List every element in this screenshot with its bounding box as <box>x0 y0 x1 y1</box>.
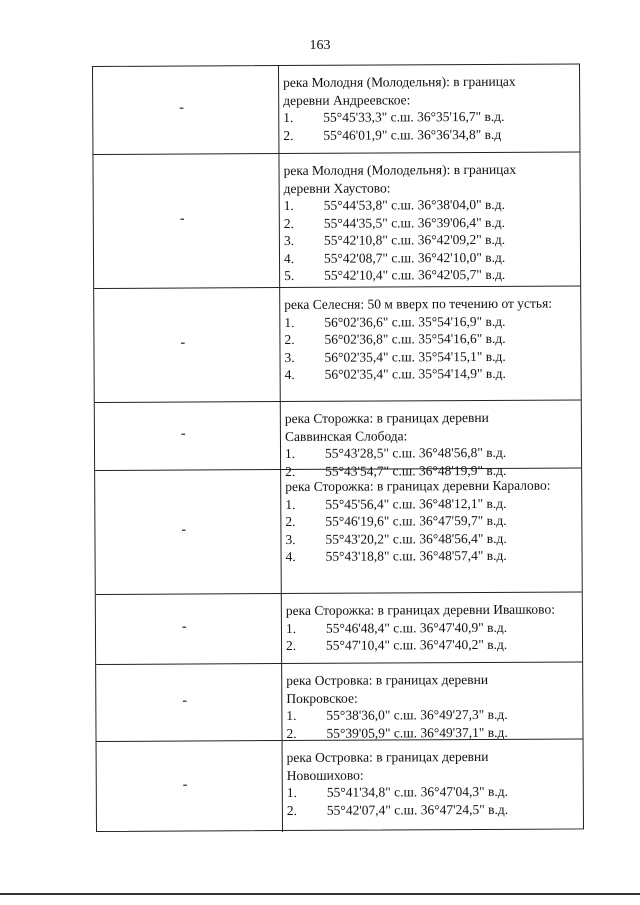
coordinate-point <box>285 494 581 513</box>
point-number: 1. <box>283 109 294 125</box>
point-number: 1. <box>285 620 297 636</box>
point-number: 1. <box>286 784 297 800</box>
coordinate-point <box>284 347 580 366</box>
point-number: 1. <box>285 496 296 512</box>
point-coordinates: 56°02'36,8" с.ш. 35°54'16,6" в.д. <box>324 330 506 347</box>
dash-marker: - <box>180 335 186 351</box>
point-coordinates: 55°41'34,8" с.ш. 36°47'04,3" в.д. <box>326 783 509 800</box>
point-number: 2. <box>286 802 298 818</box>
point-coordinates: 55°43'28,5" с.ш. 36°48'56,8" в.д. <box>324 444 507 461</box>
point-number: 4. <box>284 366 295 382</box>
description-cell <box>283 739 583 832</box>
description-cell <box>282 662 582 740</box>
point-number: 2. <box>285 637 297 653</box>
coordinate-point <box>287 782 583 801</box>
point-number: 2. <box>284 331 295 347</box>
table-row <box>93 151 580 288</box>
point-coordinates: 55°46'01,9" с.ш. 36°36'34,8" в.д <box>323 126 502 143</box>
coordinate-point <box>284 195 580 214</box>
coordinate-point <box>286 635 582 654</box>
point-coordinates: 55°43'18,8" с.ш. 36°48'57,4" в.д. <box>325 547 507 564</box>
coordinate-point <box>283 125 579 144</box>
table-row <box>96 661 582 741</box>
coordinate-point <box>284 248 580 267</box>
description-cell <box>279 152 580 287</box>
point-number: 1. <box>284 314 295 330</box>
dash-marker: - <box>180 426 186 442</box>
point-number: 4. <box>283 250 295 266</box>
point-coordinates: 55°45'33,3" с.ш. 36°35'16,7" в.д. <box>323 108 505 125</box>
point-coordinates: 55°42'10,8" с.ш. 36°42'09,2" в.д. <box>323 231 506 248</box>
coordinates-table <box>92 63 584 832</box>
coordinate-point <box>285 364 581 383</box>
page-number: 163 <box>309 38 331 53</box>
scan-edge-line <box>0 893 640 895</box>
river-description: река Селесня: 50 м вверх по течению от устья: <box>284 295 553 312</box>
empty-cell <box>96 594 282 664</box>
dash-marker: - <box>181 522 187 538</box>
point-coordinates: 56°02'35,4" с.ш. 35°54'15,1" в.д. <box>324 348 506 365</box>
table-row <box>96 591 582 664</box>
coordinate-point <box>283 107 579 126</box>
coordinate-point <box>284 329 580 348</box>
table-row <box>97 738 583 833</box>
coordinate-point <box>284 312 580 331</box>
table-row <box>94 285 581 402</box>
point-coordinates: 55°44'35,5" с.ш. 36°39'06,4" в.д. <box>323 214 506 231</box>
point-coordinates: 55°39'05,9" с.ш. 36°49'37,1" в.д. <box>326 724 508 741</box>
table-row <box>95 467 582 594</box>
coordinate-point <box>285 443 581 462</box>
point-number: 2. <box>283 127 294 143</box>
description-cell <box>282 592 582 663</box>
point-number: 1. <box>286 707 297 723</box>
description-cell <box>281 468 582 593</box>
river-description: река Островка: в границах деревни Покровское: <box>286 671 489 706</box>
empty-cell <box>95 402 281 470</box>
description-cell <box>280 286 581 401</box>
point-coordinates: 55°43'20,2" с.ш. 36°48'56,4" в.д. <box>325 530 507 547</box>
description-cell <box>279 64 579 153</box>
coordinate-point <box>286 546 582 565</box>
river-description: река Сторожка: в границах деревни Саввинская Слобода: <box>284 409 489 444</box>
point-number: 2. <box>286 725 297 741</box>
point-number: 3. <box>283 232 295 248</box>
point-coordinates: 56°02'36,6" с.ш. 35°54'16,9" в.д. <box>324 313 506 330</box>
empty-cell <box>96 664 282 741</box>
point-coordinates: 55°46'19,6" с.ш. 36°47'59,7" в.д. <box>325 512 507 529</box>
point-number: 1. <box>284 445 296 461</box>
dash-marker: - <box>179 211 185 227</box>
table-row <box>93 64 579 154</box>
table-row <box>95 399 581 479</box>
coordinate-point <box>286 618 582 637</box>
coordinate-point <box>284 265 580 284</box>
river-description: река Сторожка: в границах деревни Каралово: <box>285 477 551 494</box>
dash-marker: - <box>181 619 187 635</box>
point-coordinates: 55°43'54,7" с.ш. 36°48'19,9" в.д. <box>325 462 507 479</box>
dash-marker: - <box>182 693 188 709</box>
dash-marker: - <box>182 777 188 793</box>
point-number: 3. <box>284 349 295 365</box>
point-coordinates: 55°47'10,4" с.ш. 36°47'40,2" в.д. <box>325 636 508 653</box>
description-cell <box>281 400 581 479</box>
point-number: 3. <box>285 531 296 547</box>
coordinate-point <box>284 213 580 232</box>
river-description: река Молодня (Молодельня): в границах деревни Хаустово: <box>283 161 517 196</box>
river-description: река Молодня (Молодельня): в границах деревни Андреевское: <box>283 73 516 108</box>
river-description: река Сторожка: в границах деревни Ивашково: <box>285 601 555 618</box>
point-number: 2. <box>285 463 296 479</box>
coordinate-point <box>285 511 581 530</box>
empty-cell <box>93 66 279 154</box>
empty-cell <box>97 741 283 833</box>
point-coordinates: 55°42'07,4" с.ш. 36°47'24,5" в.д. <box>326 801 509 818</box>
point-coordinates: 55°44'53,8" с.ш. 36°38'04,0" в.д. <box>323 196 505 213</box>
empty-cell <box>93 154 280 288</box>
point-coordinates: 56°02'35,4" с.ш. 35°54'14,9" в.д. <box>324 365 506 382</box>
point-coordinates: 55°42'10,4" с.ш. 36°42'05,7" в.д. <box>324 266 506 283</box>
point-number: 2. <box>283 215 294 231</box>
point-number: 4. <box>285 548 296 564</box>
coordinate-point <box>285 529 581 548</box>
point-number: 2. <box>285 513 296 529</box>
coordinate-point <box>287 800 583 819</box>
coordinate-point <box>286 705 582 724</box>
dash-marker: - <box>179 100 184 116</box>
point-coordinates: 55°46'48,4" с.ш. 36°47'40,9" в.д. <box>325 619 508 636</box>
point-number: 1. <box>283 197 294 213</box>
river-description: река Островка: в границах деревни Новошихово: <box>286 748 489 783</box>
coordinate-point <box>284 230 580 249</box>
point-number: 5. <box>284 267 295 283</box>
empty-cell <box>94 288 281 402</box>
point-coordinates: 55°38'36,0" с.ш. 36°49'27,3" в.д. <box>326 706 508 723</box>
point-coordinates: 55°45'56,4" с.ш. 36°48'12,1" в.д. <box>325 495 507 512</box>
empty-cell <box>95 470 282 594</box>
point-coordinates: 55°42'08,7" с.ш. 36°42'10,0" в.д. <box>323 249 506 266</box>
